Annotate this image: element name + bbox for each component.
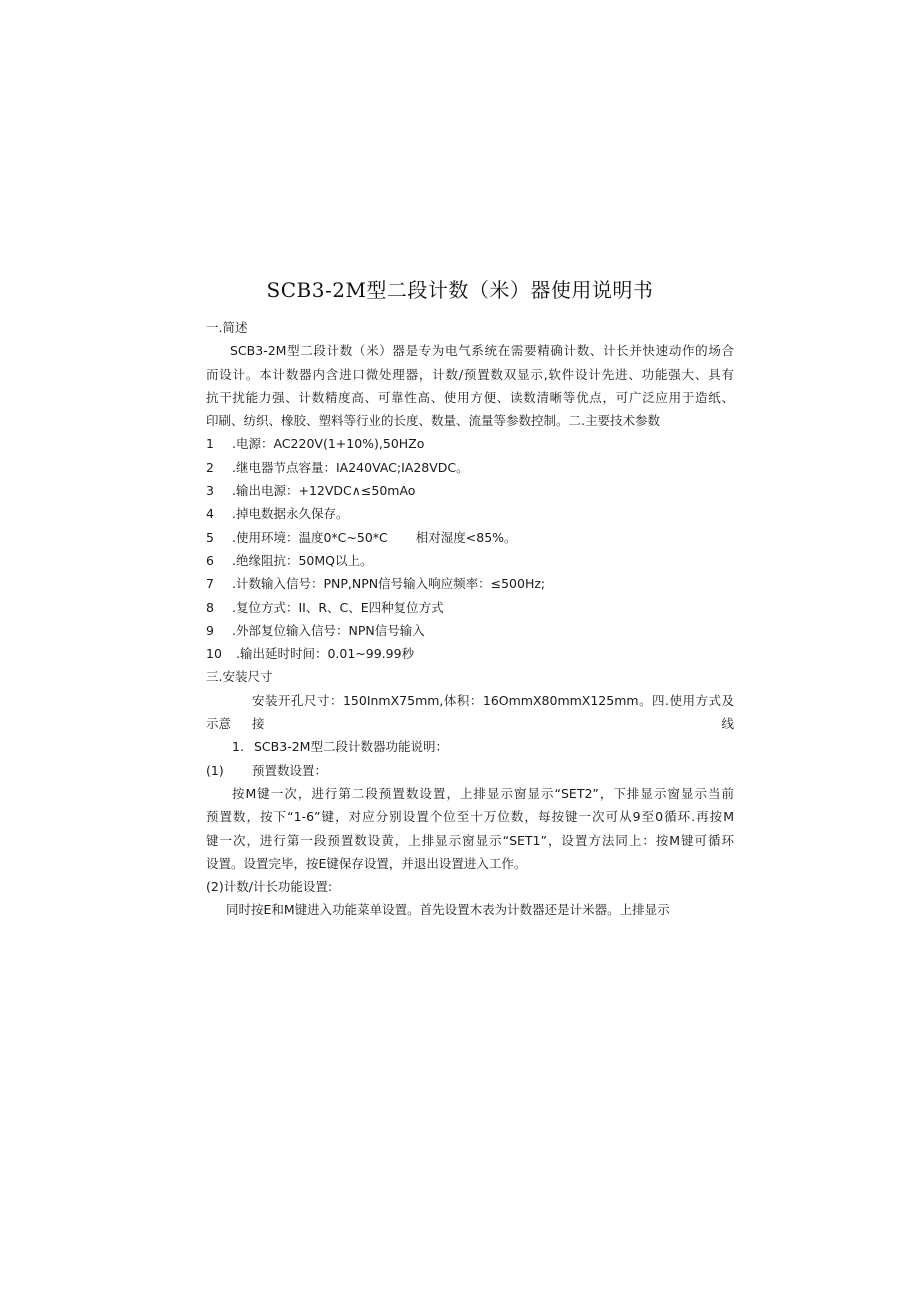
param-item bbox=[206, 642, 734, 665]
param-item bbox=[206, 526, 734, 549]
paragraph-line: 设置。设置完毕，按E键保存设置，并退出设置进入工作。 bbox=[206, 855, 527, 871]
sub-item-heading: (2)计数/计长功能设置: bbox=[206, 879, 333, 895]
param-number: 9 bbox=[206, 622, 214, 638]
document-body bbox=[206, 316, 734, 922]
param-number: 3 bbox=[206, 483, 214, 499]
param-number: 10 bbox=[206, 646, 222, 662]
paragraph-line: 按M键一次，进行第二段预置数设置，上排显示窗显示“SET2”，下排显示窗显示当前 bbox=[232, 785, 734, 801]
param-text: .掉电数据永久保存。 bbox=[232, 506, 349, 522]
param-text: .输出电源：+12VDC∧≤50mAo bbox=[232, 483, 416, 499]
sub-item-text: 预置数设置： bbox=[252, 762, 328, 778]
param-number: 4 bbox=[206, 506, 214, 522]
param-text: .电源：AC220V(1+10%),50HZo bbox=[232, 436, 425, 452]
section-heading-overview: 一.简述 bbox=[206, 320, 248, 335]
param-text: .计数输入信号：PNP,NPN信号输入响应频率：≤500Hz; bbox=[232, 576, 546, 592]
param-text: .继电器节点容量：IA240VAC;IA28VDC。 bbox=[232, 459, 469, 475]
document-title: SCB3-2M型二段计数（米）器使用说明书 bbox=[266, 278, 654, 302]
param-number: 5 bbox=[206, 529, 214, 545]
paragraph-line: 抗干扰能力强、计数精度高、可靠性高、使用方便、读数清晰等优点，可广泛应用于造纸、 bbox=[206, 389, 734, 405]
param-item bbox=[206, 479, 734, 502]
param-number: 7 bbox=[206, 576, 214, 592]
usage-item-number: 1. bbox=[232, 739, 244, 755]
param-item bbox=[206, 456, 734, 479]
param-text: .使用环境：温度0*C~50*C bbox=[232, 529, 388, 545]
param-text: .复位方式：II、R、C、E四种复位方式 bbox=[232, 599, 444, 615]
paragraph-line: 示意 bbox=[206, 716, 232, 732]
paragraph-line: 键一次，进行第一段预置数设黄，上排显示窗显示“SET1”，设置方法同上：按M键可循环 bbox=[206, 832, 734, 848]
param-number: 1 bbox=[206, 436, 214, 452]
param-number: 6 bbox=[206, 552, 214, 568]
param-text: .输出延时时间：0.01~99.99秒 bbox=[236, 646, 415, 662]
param-extra-text: 相对湿度<85%。 bbox=[415, 529, 517, 545]
paragraph-line: 同时按E和M键进入功能菜单设置。首先设置木表为计数器还是计米器。上排显示 bbox=[226, 902, 670, 918]
usage-item-text: SCB3-2M型二段计数器功能说明： bbox=[254, 739, 448, 755]
param-item bbox=[206, 502, 734, 525]
param-text: .绝缘阻抗：50MQ以上。 bbox=[232, 552, 373, 568]
paragraph-line: 印刷、纺织、橡胶、塑料等行业的长度、数量、流量等参数控制。二.主要技术参数 bbox=[206, 413, 660, 429]
param-text: .外部复位输入信号：NPN信号输入 bbox=[232, 622, 425, 638]
param-item bbox=[206, 596, 734, 619]
param-number: 8 bbox=[206, 599, 214, 615]
section-heading-install: 三.安装尺寸 bbox=[206, 669, 273, 685]
param-item bbox=[206, 572, 734, 595]
paragraph-line: 预置数，按下“1-6”键，对应分别设置个位至十万位数，每按键一次可从9至0循环.再按M bbox=[206, 809, 734, 825]
sub-item bbox=[206, 759, 734, 782]
sub-item-number: (1) bbox=[206, 762, 224, 778]
param-number: 2 bbox=[206, 459, 214, 475]
paragraph-line: 而设计。本计数器内含进口微处理器，计数/预置数双显示,软件设计先进、功能强大、具有 bbox=[206, 366, 734, 382]
param-item bbox=[206, 549, 734, 572]
param-item bbox=[206, 432, 734, 455]
param-item bbox=[206, 619, 734, 642]
usage-item bbox=[206, 735, 734, 758]
paragraph-line: 安装开孔尺寸：150InmX75mm,体积：16OmmX80mmX125mm。四.使用方式及接线 bbox=[252, 692, 734, 732]
paragraph-line: SCB3-2M型二段计数（米）器是专为电气系统在需要精确计数、计长并快速动作的场合 bbox=[230, 343, 734, 359]
